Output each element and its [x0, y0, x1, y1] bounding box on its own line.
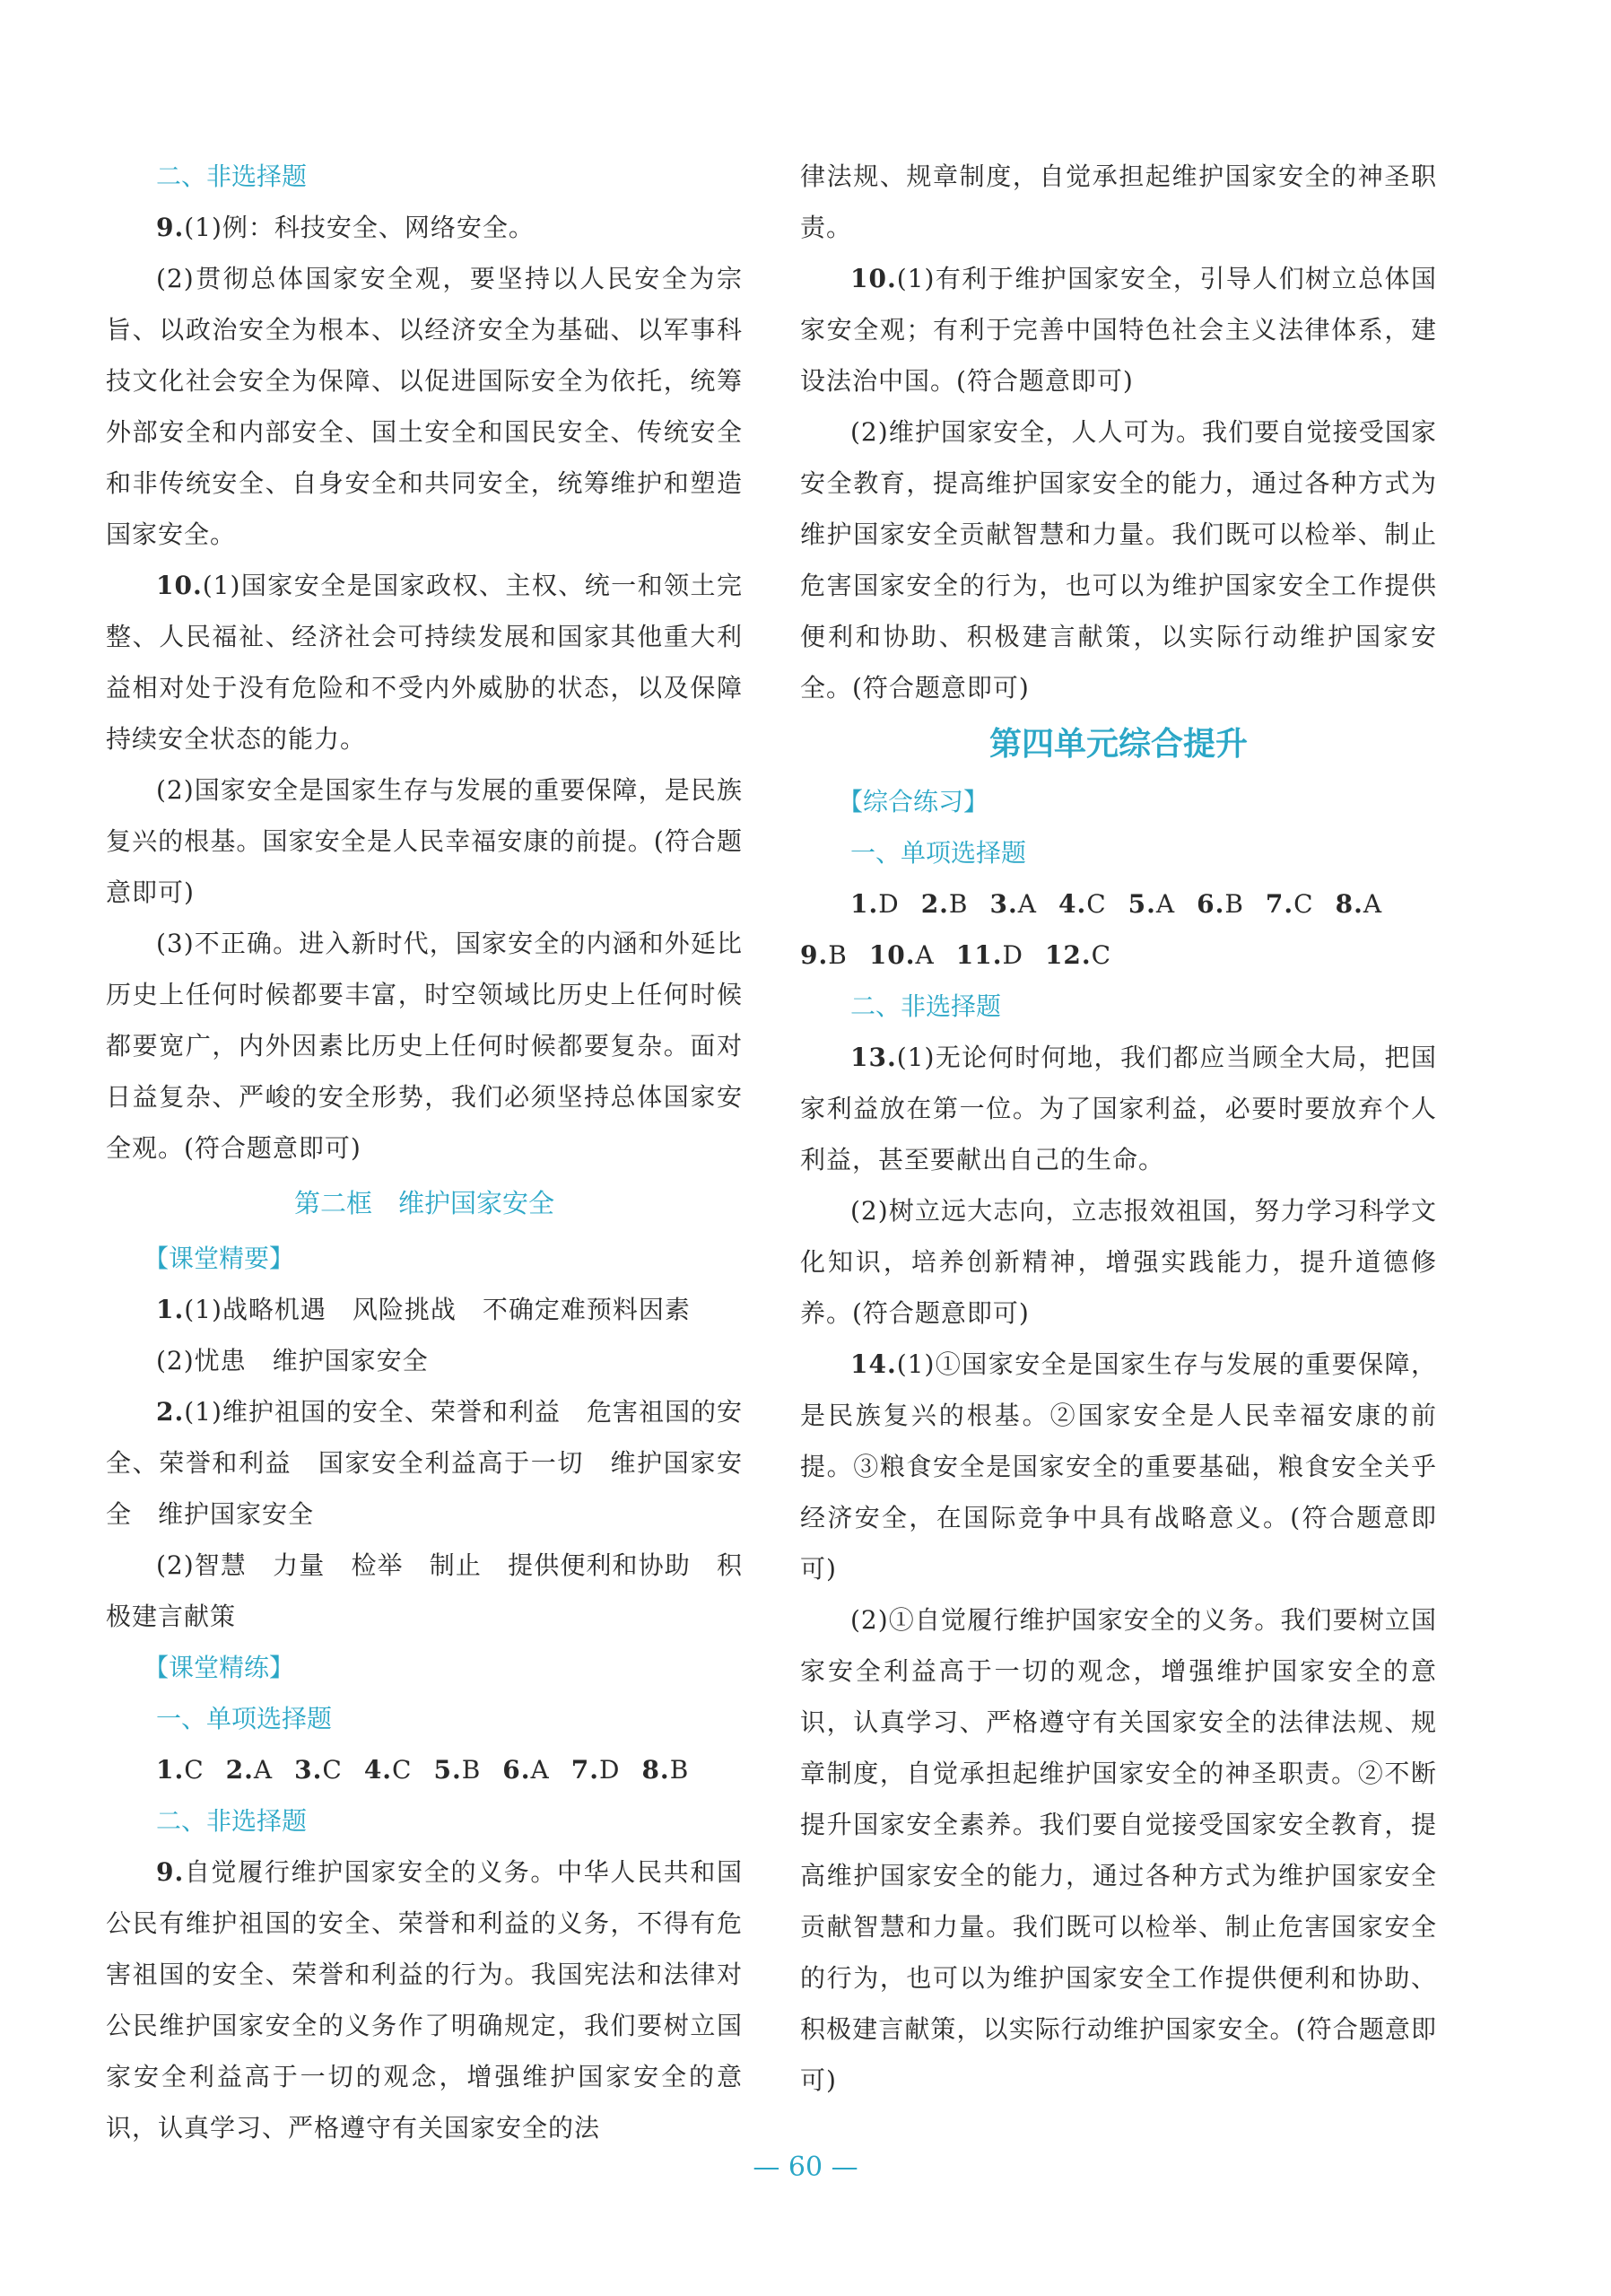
summary-2-2: (2)智慧 力量 检举 制止 提供便利和协助 积极建言献策 [106, 1550, 743, 1631]
answer-text: (1)战略机遇 风险挑战 不确定难预料因素 [184, 1295, 691, 1324]
answer-p10-2: (2)维护国家安全，人人可为。我们要自觉接受国家安全教育，提高维护国家安全的能力，通过各种方式为维护国家安全贡献智慧和力量。我们既可以检举、制止危害国家安全的行为，也可以为维护国家安全工作提供便利和协助、积极建言献策，以实际行动维护国家安全。(符合题意即可) [800, 417, 1437, 703]
answer-letter: C [1091, 940, 1112, 970]
section-title: 第二框 维护国家安全 [293, 1188, 554, 1218]
answer-item [800, 940, 848, 970]
right-column [800, 151, 1437, 2106]
answer-letter: B [828, 940, 848, 970]
question-number: 8. [641, 1755, 670, 1785]
answer-item [641, 1755, 689, 1785]
answer-letter: A [915, 940, 935, 970]
answer-text: (1)维护祖国的安全、荣誉和利益 危害祖国的安全、荣誉和利益 国家安全利益高于一切 维护国家安全 维护国家安全 [106, 1397, 743, 1529]
single-choice-answers [106, 1744, 743, 1795]
summary-1-2: (2)忧患 维护国家安全 [156, 1346, 429, 1375]
question-number: 14. [850, 1349, 897, 1379]
question-number: 6. [1197, 889, 1225, 919]
answer-item [1336, 889, 1382, 919]
answer-item [294, 1755, 343, 1785]
answer-letter: C [322, 1755, 343, 1785]
heading-ketang-jinglian: 【课堂精练】 [144, 1653, 295, 1682]
heading-non-choice: 二、非选择题 [156, 162, 308, 191]
question-number: 1. [156, 1295, 185, 1324]
summary-2-1 [106, 1386, 743, 1540]
unit-title: 第四单元综合提升 [988, 726, 1248, 763]
page-number: — 60 — [753, 2152, 858, 2183]
answer-letter: A [1155, 889, 1176, 919]
answer-item [1266, 889, 1314, 919]
answer-text: (1)例：科技安全、网络安全。 [184, 213, 535, 242]
answer-text: (1)国家安全是国家政权、主权、统一和领土完整、人民福祉、经济社会可持续发展和国家其他重大利益相对处于没有危险和不受内外威胁的状态，以及保障持续安全状态的能力。 [106, 571, 743, 754]
answer-item [433, 1755, 481, 1785]
answer-text: (1)无论何时何地，我们都应当顾全大局，把国家利益放在第一位。为了国家利益，必要时要放弃个人利益，甚至要献出自己的生命。 [800, 1043, 1437, 1174]
question-number: 2. [225, 1755, 254, 1785]
answer-letter: B [1224, 889, 1244, 919]
answer-letter: C [1293, 889, 1314, 919]
answer-letter: A [1017, 889, 1037, 919]
heading-non-choice: 二、非选择题 [850, 991, 1002, 1021]
summary-1-1 [106, 1284, 743, 1335]
heading-ketang-jingyao: 【课堂精要】 [144, 1244, 295, 1273]
question-number: 1. [156, 1755, 185, 1785]
answer-text: (1)①国家安全是国家生存与发展的重要保障，是民族复兴的根基。②国家安全是人民幸福安康的前提。③粮食安全是国家安全的重要基础，粮食安全关乎经济安全，在国际竞争中具有战略意义。(符合题意即可) [800, 1349, 1437, 1584]
heading-zonghe: 【综合练习】 [838, 787, 989, 816]
question-number: 3. [294, 1755, 323, 1785]
answer-p9-continued: 律法规、规章制度，自觉承担起维护国家安全的神圣职责。 [800, 162, 1437, 242]
answer-letter: B [461, 1755, 482, 1785]
answer-q14-2: (2)①自觉履行维护国家安全的义务。我们要树立国家安全利益高于一切的观念，增强维护国家安全的意识，认真学习、严格遵守有关国家安全的法律法规、规章制度，自觉承担起维护国家安全的神圣职责。②不断提升国家安全素养。我们要自觉接受国家安全教育，提高维护国家安全的能力，通过各种方式为维护国家安全贡献智慧和力量。我们既可以检举、制止危害国家安全的行为，也可以为维护国家安全工作提供便利和协助、积极建言献策，以实际行动维护国家安全。(符合题意即可) [800, 1605, 1437, 2095]
answer-letter: A [253, 1755, 274, 1785]
answer-item [921, 889, 969, 919]
question-number: 4. [363, 1755, 393, 1785]
question-number: 11. [955, 940, 1003, 970]
question-number: 1. [850, 889, 879, 919]
answer-item [956, 940, 1023, 970]
answer-letter: B [669, 1755, 690, 1785]
question-number: 9. [800, 940, 829, 970]
question-number: 7. [570, 1755, 599, 1785]
answer-item [364, 1755, 413, 1785]
question-number: 5. [433, 1755, 462, 1785]
answer-letter: D [878, 889, 900, 919]
answer-item [1128, 889, 1175, 919]
heading-non-choice: 二、非选择题 [156, 1806, 308, 1836]
answer-letter: A [1363, 889, 1383, 919]
question-number: 2. [156, 1397, 185, 1427]
question-number: 7. [1265, 889, 1294, 919]
answer-item [990, 889, 1037, 919]
answer-letter: C [392, 1755, 413, 1785]
answer-letter: C [1086, 889, 1107, 919]
answer-q9-2: (2)贯彻总体国家安全观，要坚持以人民安全为宗旨、以政治安全为根本、以经济安全为基础、以军事科技文化社会安全为保障、以促进国际安全为依托，统筹外部安全和内部安全、国土安全和国民安全、传统安全和非传统安全、自身安全和共同安全，统筹维护和塑造国家安全。 [106, 264, 743, 549]
answer-letter: D [599, 1755, 621, 1785]
answer-letter: D [1002, 940, 1023, 970]
answer-q10-2: (2)国家安全是国家生存与发展的重要保障，是民族复兴的根基。国家安全是人民幸福安康的前提。(符合题意即可) [106, 775, 743, 907]
answer-letter: B [948, 889, 969, 919]
question-number: 4. [1058, 889, 1087, 919]
answer-q10-3: (3)不正确。进入新时代，国家安全的内涵和外延比历史上任何时候都要丰富，时空领域比历史上任何时候都要宽广，内外因素比历史上任何时候都要复杂。面对日益复杂、严峻的安全形势，我们必须坚持总体国家安全观。(符合题意即可) [106, 929, 743, 1163]
question-number: 10. [868, 940, 916, 970]
heading-single-choice: 一、单项选择题 [850, 838, 1027, 868]
question-number: 2. [920, 889, 949, 919]
answer-letter: A [530, 1755, 550, 1785]
question-number: 9. [156, 1857, 185, 1887]
answer-p9 [106, 1846, 743, 2153]
answer-q9-1 [106, 202, 743, 253]
answer-q13-2: (2)树立远大志向，立志报效祖国，努力学习科学文化知识，培养创新精神，增强实践能力，提升道德修养。(符合题意即可) [800, 1196, 1437, 1328]
answer-item [850, 889, 900, 919]
question-number: 12. [1044, 940, 1092, 970]
answer-text: (1)有利于维护国家安全，引导人们树立总体国家安全观；有利于完善中国特色社会主义法律体系，建设法治中国。(符合题意即可) [800, 264, 1437, 396]
question-number: 5. [1128, 889, 1156, 919]
answer-item [1045, 940, 1111, 970]
question-number: 3. [989, 889, 1018, 919]
answer-p10-1 [800, 253, 1437, 406]
left-column [106, 151, 743, 2153]
answer-item [1058, 889, 1107, 919]
question-number: 10. [850, 264, 897, 293]
single-choice-answers-row1 [800, 878, 1437, 930]
answer-q14-1 [800, 1339, 1437, 1594]
question-number: 13. [850, 1043, 897, 1072]
answer-item [571, 1755, 621, 1785]
answer-item [502, 1755, 549, 1785]
question-number: 10. [156, 571, 203, 600]
answer-q13-1 [800, 1032, 1437, 1185]
question-number: 9. [156, 213, 185, 242]
question-number: 8. [1335, 889, 1363, 919]
answer-text: 自觉履行维护国家安全的义务。中华人民共和国公民有维护祖国的安全、荣誉和利益的义务，不得有危害祖国的安全、荣誉和利益的行为。我国宪法和法律对公民维护国家安全的义务作了明确规定，我们要树立国家安全利益高于一切的观念，增强维护国家安全的意识，认真学习、严格遵守有关国家安全的法 [106, 1857, 743, 2143]
question-number: 6. [502, 1755, 531, 1785]
answer-item [1197, 889, 1244, 919]
answer-q10-1 [106, 560, 743, 764]
answer-item [226, 1755, 273, 1785]
answer-letter: C [184, 1755, 205, 1785]
heading-single-choice: 一、单项选择题 [156, 1704, 333, 1733]
single-choice-answers-row2 [800, 930, 1437, 981]
answer-item [869, 940, 935, 970]
answer-item [156, 1755, 205, 1785]
